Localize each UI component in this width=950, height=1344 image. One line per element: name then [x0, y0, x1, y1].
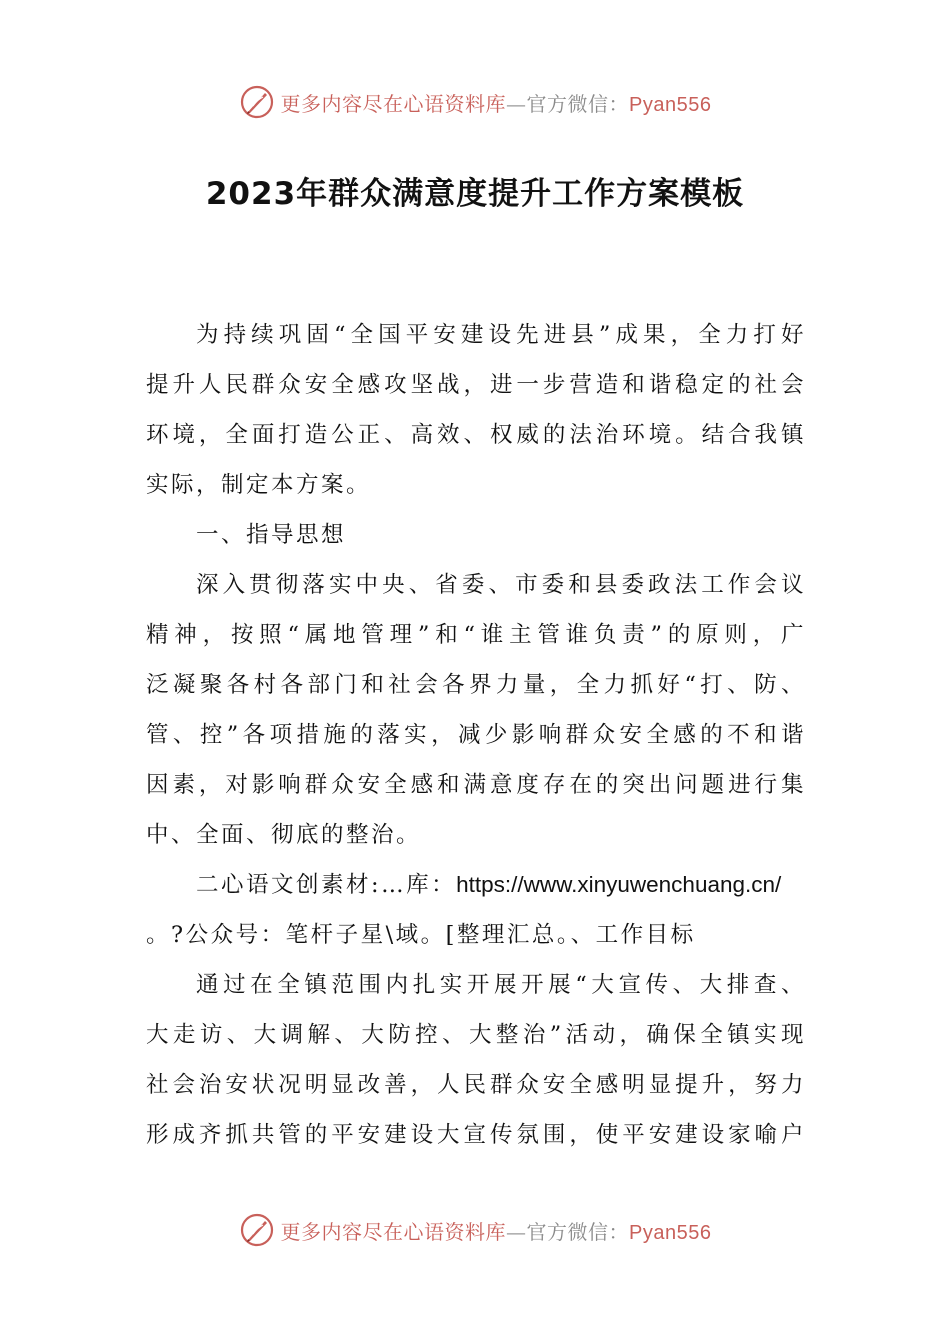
paragraph-line: 大走访、大调解、大防控、大整治”活动，确保全镇实现 [146, 1022, 806, 1048]
footer-watermark-banner [0, 1210, 950, 1250]
paragraph-line: 社会治安状况明显改善，人民群众安全感明显提升，努力 [146, 1072, 806, 1098]
paragraph-line: 形成齐抓共管的平安建设大宣传氛围，使平安建设家喻户 [146, 1122, 806, 1148]
paragraph-line: 提升人民群众安全感攻坚战，进一步营造和谐稳定的社会 [146, 372, 806, 398]
paragraph-line: 泛凝聚各村各部门和社会各界力量，全力抓好“打、防、 [146, 672, 806, 698]
banner-wechat-label: 官方微信： [526, 91, 630, 116]
paragraph-line: 环境，全面打造公正、高效、权威的法治环境。结合我镇 [146, 422, 806, 448]
paragraph-line: 中、全面、彻底的整治。 [146, 822, 422, 848]
paragraph-line: 精神，按照“属地管理”和“谁主管谁负责”的原则，广 [146, 622, 806, 648]
quill-pen-logo-icon [239, 1212, 275, 1248]
quill-pen-logo-icon [239, 84, 275, 120]
watermark-url: https://www.xinyuwenchuang.cn/ [456, 872, 782, 897]
header-watermark-banner [0, 82, 950, 122]
watermark-line [146, 860, 806, 910]
paragraph-line: 深入贯彻落实中央、省委、市委和县委政法工作会议 [196, 572, 806, 598]
watermark-line-continued: 。?公众号：笔杆子星\域。[整理汇总。、工作目标 [146, 922, 696, 948]
paragraph-line: 实际，制定本方案。 [146, 472, 372, 498]
paragraph-line: 为持续巩固“全国平安建设先进县”成果，全力打好 [196, 322, 806, 348]
banner-site-name: 更多内容尽在心语资料库 [280, 1219, 507, 1244]
paragraph-line: 通过在全镇范围内扎实开展开展“大宣传、大排查、 [196, 972, 806, 998]
document-title: 2023年群众满意度提升工作方案模板 [205, 176, 745, 212]
banner-wechat-id: Pyan556 [629, 93, 712, 116]
watermark-prefix: 二心语文创素材:…库： [196, 872, 457, 898]
banner-wechat-label: 官方微信： [526, 1219, 630, 1244]
banner-dash: — [506, 1219, 527, 1244]
paragraph-line: 因素，对影响群众安全感和满意度存在的突出问题进行集 [146, 772, 806, 798]
document-body [146, 310, 806, 1160]
section-heading: 一、指导思想 [196, 522, 347, 548]
paragraph-line: 管、控”各项措施的落实，减少影响群众安全感的不和谐 [146, 722, 806, 748]
banner-site-name: 更多内容尽在心语资料库 [280, 91, 507, 116]
banner-wechat-id: Pyan556 [629, 1221, 712, 1244]
banner-dash: — [506, 91, 527, 116]
